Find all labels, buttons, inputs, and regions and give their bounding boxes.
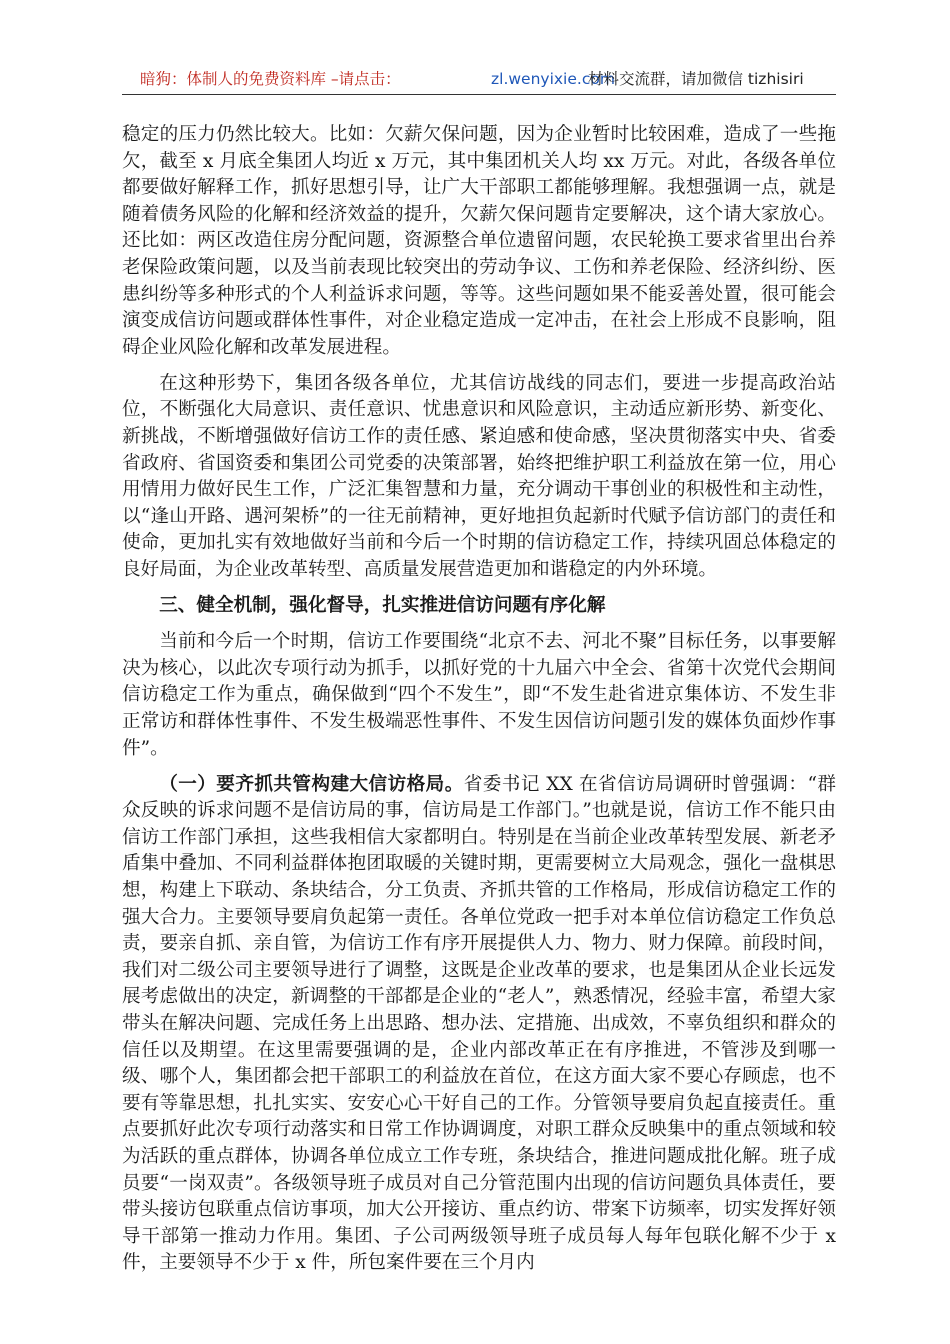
- paragraph-1: 稳定的压力仍然比较大。比如：欠薪欠保问题，因为企业暂时比较困难，造成了一些拖欠，截至 x 月底全集团人均近 x 万元，其中集团机关人均 xx 万元。对此，各级各单位都要做好解释工作，抓好思想引导，让广大干部职工都能够理解。我想强调一点，就是随着债务风险的化解和经济效益的提升，欠薪欠保问题肯定要解决，这个请大家放心。还比如：两区改造住房分配问题，资源整合单位遗留问题，农民轮换工要求省里出台养老保险政策问题，以及当前表现比较突出的劳动争议、工伤和养老保险、经济纠纷、医患纠纷等多种形式的个人利益诉求问题，等等。这些问题如果不能妥善处置，很可能会演变成信访问题或群体性事件，对企业稳定造成一定冲击，在社会上形成不良影响，阻碍企业风险化解和改革发展进程。: [122, 124, 836, 358]
- page-header: [122, 64, 836, 95]
- paragraph-2: 在这种形势下，集团各级各单位，尤其信访战线的同志们，要进一步提高政治站位，不断强化大局意识、责任意识、忧患意识和风险意识，主动适应新形势、新变化、新挑战，不断增强做好信访工作的责任感、紧迫感和使命感，坚决贯彻落实中央、省委省政府、省国资委和集团公司党委的决策部署，始终把维护职工利益放在第一位，用心用情用力做好民生工作，广泛汇集智慧和力量，充分调动干事创业的积极性和主动性，以“逢山开路、遇河架桥”的一往无前精神，更好地担负起新时代赋予信访部门的责任和使命，更加扎实有效地做好当前和今后一个时期的信访稳定工作，持续巩固总体稳定的良好局面，为企业改革转型、高质量发展营造更加和谐稳定的内外环境。: [122, 372, 836, 580]
- header-title: 暗狗：体制人的免费资料库 –请点击：: [140, 70, 401, 88]
- header-wechat-note: 材料交流群，请加微信 tizhisiri: [588, 70, 804, 88]
- paragraph-3: 当前和今后一个时期，信访工作要围绕“北京不去、河北不聚”目标任务，以事要解决为核心，以此次专项行动为抓手，以抓好党的十九届六中全会、省第十次党代会期间信访稳定工作为重点，确保做到“四个不发生”，即“不发生赴省进京集体访、不发生非正常访和群体性事件、不发生极端恶性事件、不发生因信访问题引发的媒体负面炒作事件”。: [122, 631, 836, 759]
- paragraph-4-text: 省委书记 XX 在省信访局调研时曾强调：“群众反映的诉求问题不是信访局的事，信访局是工作部门。”也就是说，信访工作不能只由信访工作部门承担，这些我相信大家都明白。特别是在当前企业改革转型发展、新老矛盾集中叠加、不同利益群体抱团取暖的关键时期，更需要树立大局观念，强化一盘棋思想，构建上下联动、条块结合，分工负责、齐抓共管的工作格局，形成信访稳定工作的强大合力。主要领导要肩负起第一责任。各单位党政一把手对本单位信访稳定工作负总责，要亲自抓、亲自管，为信访工作有序开展提供人力、物力、财力保障。前段时间，我们对二级公司主要领导进行了调整，这既是企业改革的要求，也是集团从企业长远发展考虑做出的决定，新调整的干部都是企业的“老人”，熟悉情况，经验丰富，希望大家带头在解决问题、完成任务上出思路、想办法、定措施、出成效，不辜负组织和群众的信任以及期望。在这里需要强调的是，企业内部改革正在有序推进，不管涉及到哪一级、哪个人，集团都会把干部职工的利益放在首位，在这方面大家不要心存顾虑，也不要有等靠思想，扎扎实实、安安心心干好自己的工作。分管领导要肩负起直接责任。重点要抓好此次专项行动落实和日常工作协调调度，对职工群众反映集中的重点领域和较为活跃的重点群体，协调各单位成立工作专班，条块结合，推进问题成批化解。班子成员要“一岗双责”。各级领导班子成员对自己分管范围内出现的信访问题负具体责任，要带头接访包联重点信访事项，加大公开接访、重点约访、带案下访频率，切实发挥好领导干部第一推动力作用。集团、子公司两级领导班子成员每人每年包联化解不少于 x 件，主要领导不少于 x 件，所包案件要在三个月内: [122, 773, 836, 1274]
- section-heading-3: 三、健全机制，强化督导，扎实推进信访问题有序化解: [159, 595, 606, 617]
- paragraph-4-lead: （一）要齐抓共管构建大信访格局。: [159, 773, 464, 795]
- paragraph-4: [122, 772, 836, 1277]
- header-url-link[interactable]: zl.wenyixie.com: [491, 70, 615, 88]
- document-body: [122, 122, 836, 1286]
